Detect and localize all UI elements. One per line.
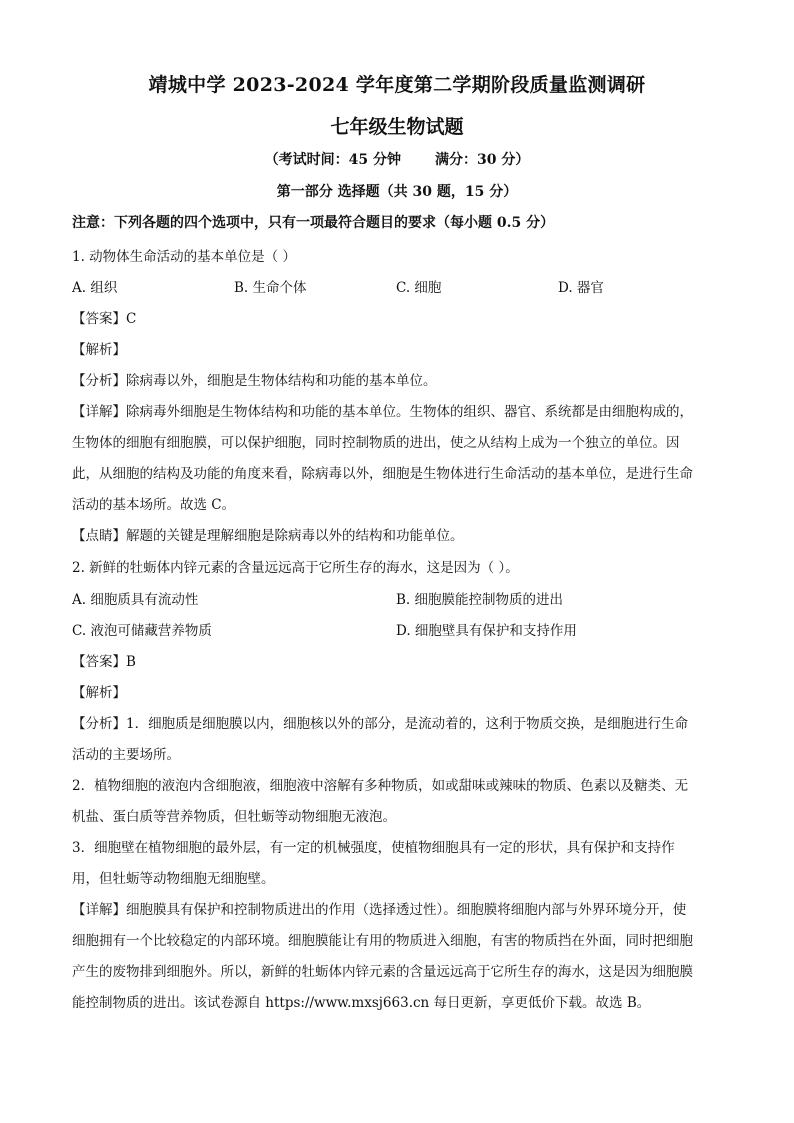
q2-analysis-line: 2．植物细胞的液泡内含细胞液，细胞液中溶解有多种物质，如或甜味或辣味的物质、色素以及糖类、无 [72, 778, 689, 794]
q1-stem: 1. 动物体生命活动的基本单位是（ ） [72, 249, 296, 265]
q1-detail-line: 生物体的细胞有细胞膜，可以保护细胞，同时控制物质的进出，使之从结构上成为一个独立的单位。因 [72, 435, 680, 451]
exam-title: 靖城中学 2023-2024 学年度第二学期阶段质量监测调研 [148, 74, 646, 96]
q2-option-d: D. 细胞壁具有保护和支持作用 [396, 623, 577, 639]
q2-detail-line: 细胞拥有一个比较稳定的内部环境。细胞膜能让有用的物质进入细胞，有害的物质挡在外面，同时把细胞 [72, 933, 693, 949]
q1-detail-line: 【详解】除病毒外细胞是生物体结构和功能的基本单位。生物体的组织、器官、系统都是由细胞构成的， [72, 404, 693, 420]
q1-option-b: B. 生命个体 [234, 280, 307, 296]
q2-option-c: C. 液泡可储藏营养物质 [72, 623, 212, 639]
exam-time: （考试时间：45 分钟 [264, 152, 401, 168]
q2-option-b: B. 细胞膜能控制物质的进出 [396, 592, 564, 608]
q1-option-a: A. 组织 [72, 280, 118, 296]
exam-info [0, 149, 794, 169]
q2-jiexi: 【解析】 [72, 685, 126, 701]
q2-stem: 2. 新鲜的牡蛎体内锌元素的含量远远高于它所生存的海水，这是因为（ ）。 [72, 560, 519, 576]
q2-detail-line: 【详解】细胞膜具有保护和控制物质进出的作用（选择透过性）。细胞膜将细胞内部与外界环境分开，使 [72, 902, 687, 918]
q2-analysis-line: 【分析】1．细胞质是细胞膜以内，细胞核以外的部分，是流动着的，这利于物质交换，是细胞进行生命 [72, 716, 689, 732]
q1-jiexi: 【解析】 [72, 342, 126, 358]
q1-detail-line: 此，从细胞的结构及功能的角度来看，除病毒以外，细胞是生物体进行生命活动的基本单位，是进行生命 [72, 466, 693, 482]
q2-option-a: A. 细胞质具有流动性 [72, 592, 199, 608]
section-title: 第一部分 选择题（共 30 题，15 分） [276, 184, 518, 200]
q1-analysis: 【分析】除病毒以外，细胞是生物体结构和功能的基本单位。 [72, 373, 437, 389]
q1-detail-line: 活动的基本场所。故选 C。 [72, 497, 236, 513]
q2-detail-line: 能控制物质的进出。该试卷源自 https://www.mxsj663.cn 每日更新，享更低价下载。故选 B。 [72, 995, 651, 1011]
q2-analysis-line: 活动的主要场所。 [72, 747, 180, 763]
q1-option-d: D. 器官 [558, 280, 604, 296]
exam-subtitle: 七年级生物试题 [330, 116, 464, 138]
q2-answer: 【答案】B [72, 654, 136, 670]
q2-detail-line: 产生的废物排到细胞外。所以，新鲜的牡蛎体内锌元素的含量远远高于它所生存的海水，这是因为细胞膜 [72, 964, 693, 980]
q2-analysis-line: 机盐、蛋白质等营养物质，但牡蛎等动物细胞无液泡。 [72, 809, 396, 825]
q2-analysis-line: 3．细胞壁在植物细胞的最外层，有一定的机械强度，使植物细胞具有一定的形状，具有保护和支持作 [72, 840, 675, 856]
q1-option-c: C. 细胞 [396, 280, 442, 296]
q1-comment: 【点睛】解题的关键是理解细胞是除病毒以外的结构和功能单位。 [72, 528, 464, 544]
q1-answer: 【答案】C [72, 311, 137, 327]
q2-analysis-line: 用，但牡蛎等动物细胞无细胞壁。 [72, 871, 275, 887]
exam-score: 满分：30 分） [435, 152, 530, 168]
section-note: 注意：下列各题的四个选项中，只有一项最符合题目的要求（每小题 0.5 分） [72, 215, 555, 231]
